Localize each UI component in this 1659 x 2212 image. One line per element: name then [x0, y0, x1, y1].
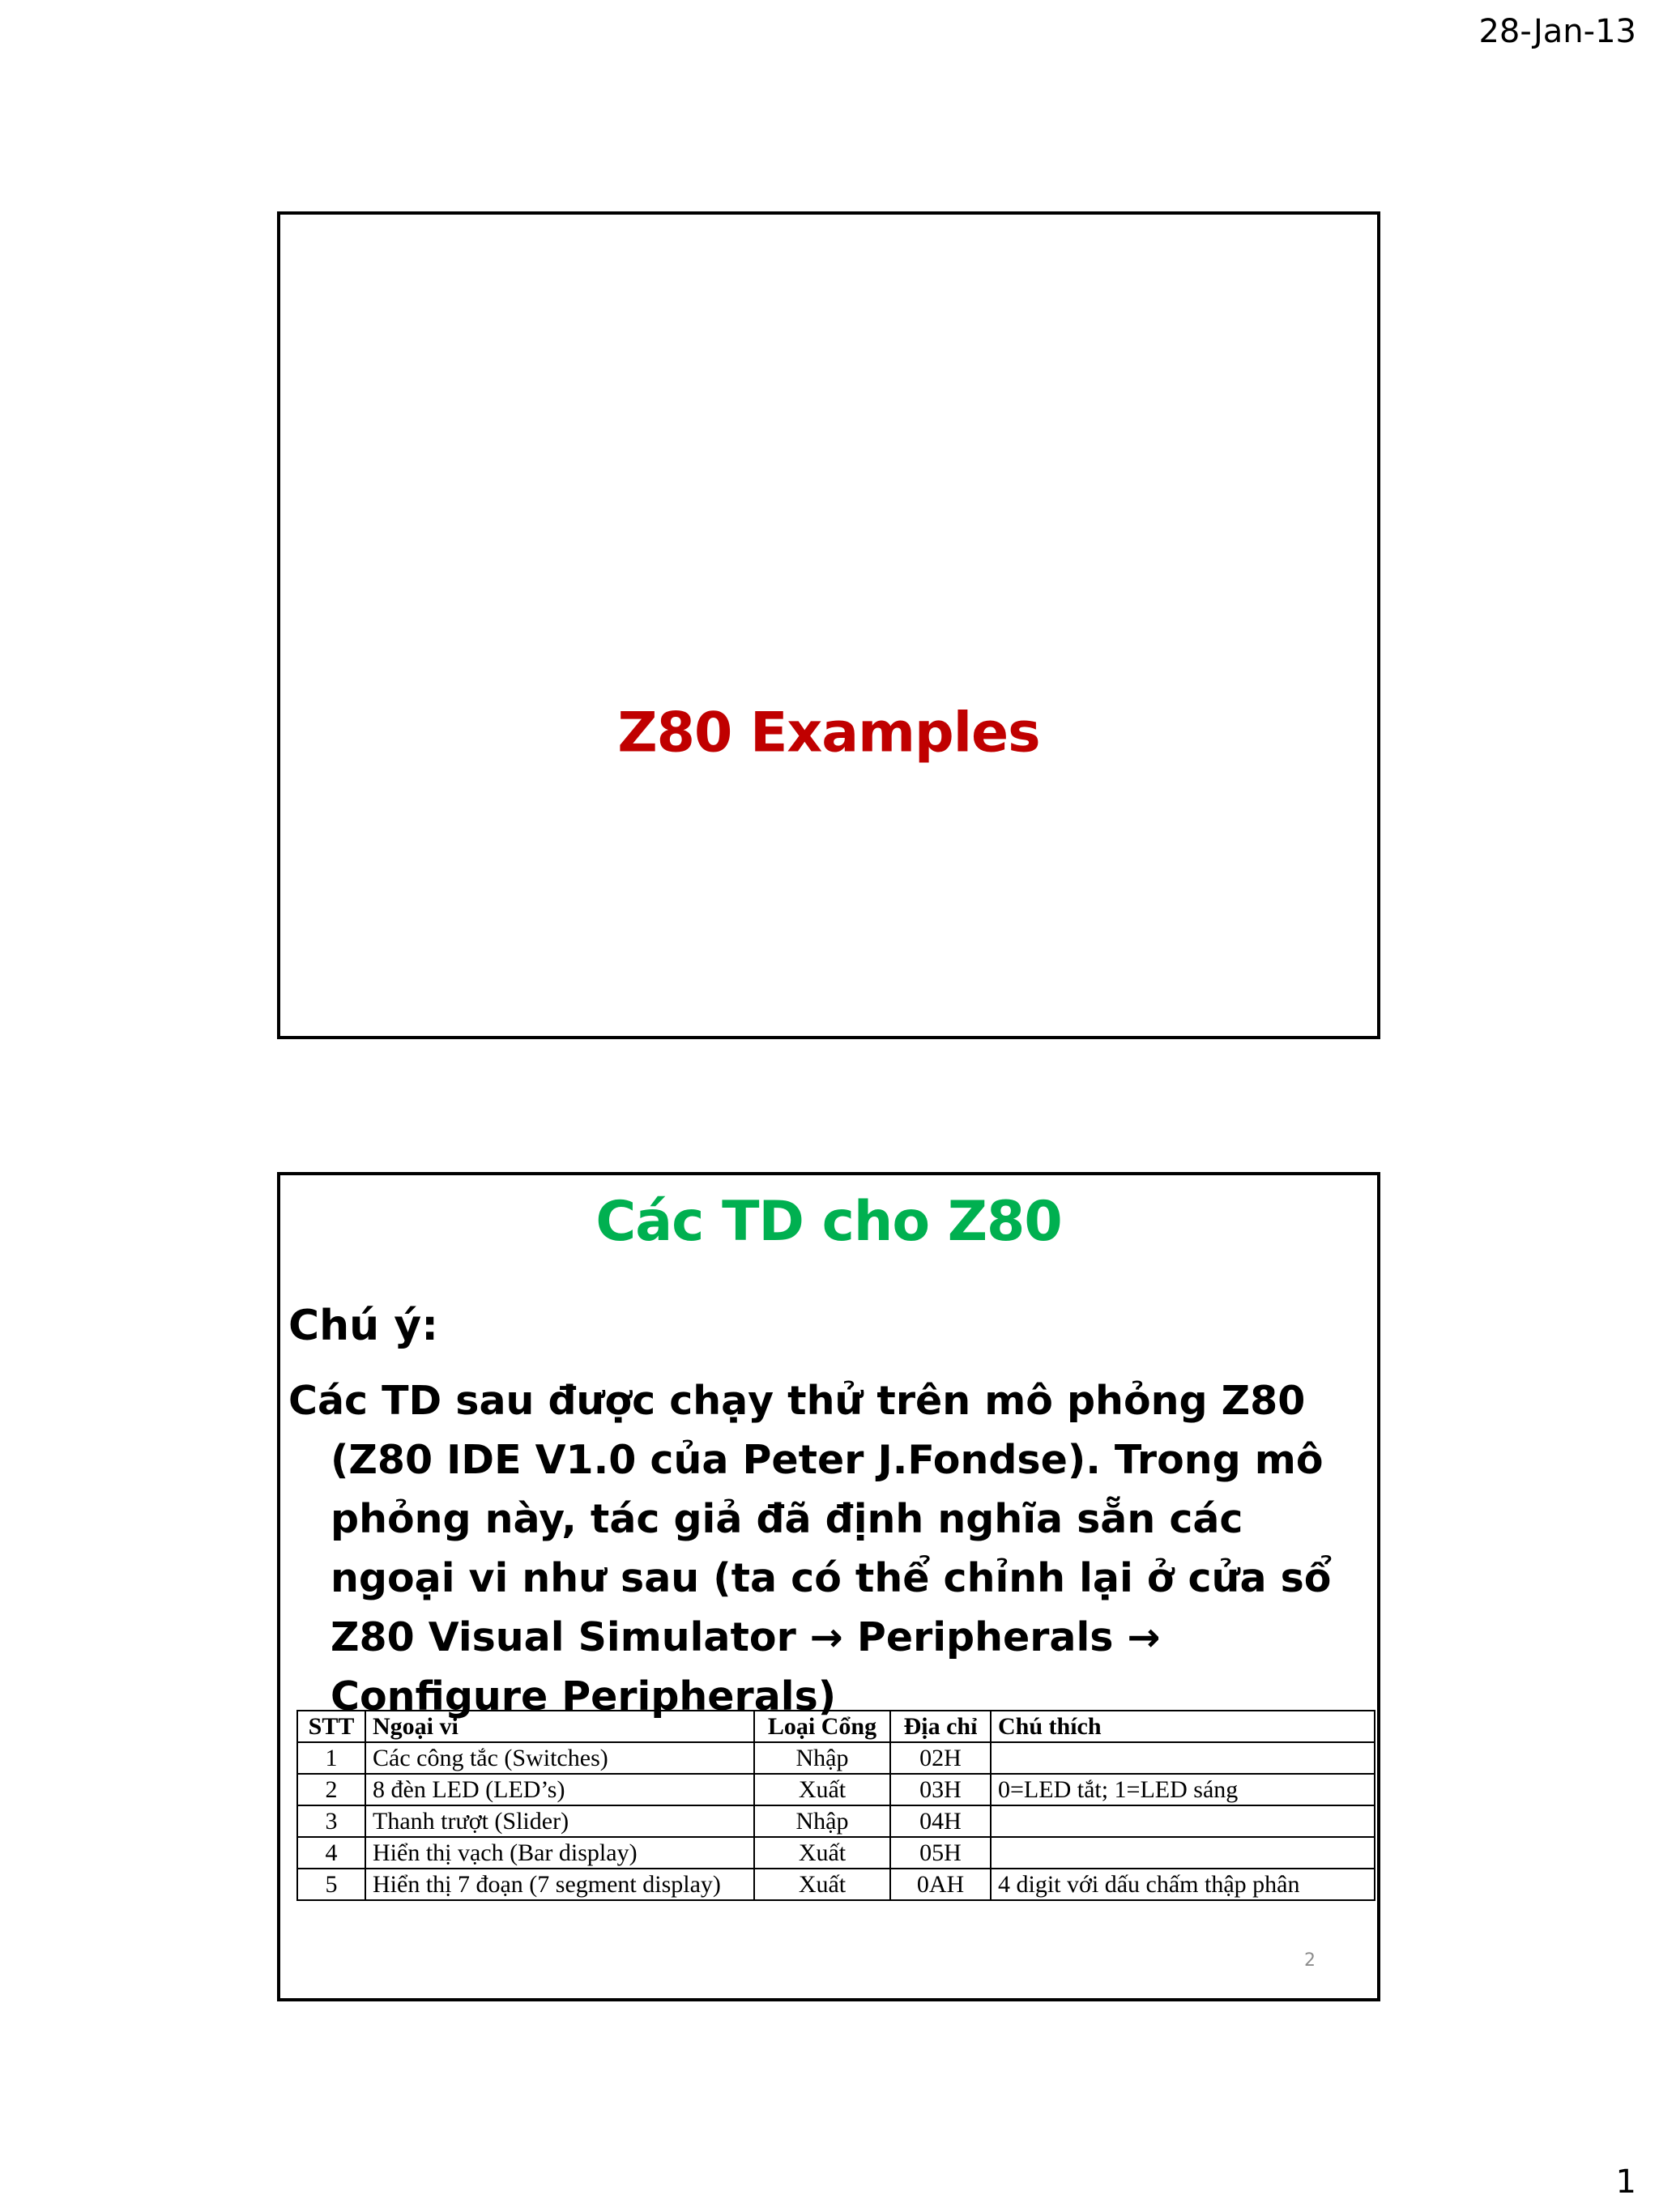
table-row [297, 1742, 1375, 1774]
note-text: Các TD sau được chạy thử trên mô phỏng Z80 (Z80 IDE V1.0 của Peter J.Fondse). Trong mô phỏng này, tác giả đã định nghĩa sẵn các ngoại vi như sau (ta có thể chỉnh lại ở cửa sổ Z80 Visual Simulator → Peripherals → Configure Peripherals) [288, 1378, 1332, 1720]
cell-stt: 2 [297, 1774, 365, 1805]
cell-notes: 4 digit với dấu chấm thập phân [991, 1869, 1375, 1900]
header-stt: STT [297, 1711, 365, 1742]
cell-notes: 0=LED tắt; 1=LED sáng [991, 1774, 1375, 1805]
cell-address: 0AH [890, 1869, 991, 1900]
cell-stt: 1 [297, 1742, 365, 1774]
slide-2 [277, 1172, 1380, 2001]
header-peripheral: Ngoại vi [365, 1711, 754, 1742]
cell-port-type: Xuất [754, 1837, 890, 1869]
slide-title: Z80 Examples [617, 701, 1040, 765]
table-row [297, 1869, 1375, 1900]
cell-port-type: Xuất [754, 1774, 890, 1805]
cell-peripheral: Thanh trượt (Slider) [365, 1805, 754, 1837]
table-row [297, 1774, 1375, 1805]
cell-peripheral: Các công tắc (Switches) [365, 1742, 754, 1774]
cell-address: 04H [890, 1805, 991, 1837]
table-row [297, 1837, 1375, 1869]
cell-notes [991, 1837, 1375, 1869]
table-header-row [297, 1711, 1375, 1742]
cell-stt: 3 [297, 1805, 365, 1837]
header-notes: Chú thích [991, 1711, 1375, 1742]
cell-stt: 5 [297, 1869, 365, 1900]
cell-port-type: Nhập [754, 1742, 890, 1774]
slide-1 [277, 211, 1380, 1039]
cell-address: 03H [890, 1774, 991, 1805]
cell-notes [991, 1805, 1375, 1837]
cell-stt: 4 [297, 1837, 365, 1869]
header-date: 28-Jan-13 [1478, 13, 1636, 50]
cell-notes [991, 1742, 1375, 1774]
cell-address: 05H [890, 1837, 991, 1869]
table-row [297, 1805, 1375, 1837]
cell-peripheral: Hiển thị 7 đoạn (7 segment display) [365, 1869, 754, 1900]
cell-port-type: Xuất [754, 1869, 890, 1900]
page-number: 1 [1615, 2163, 1636, 2201]
cell-port-type: Nhập [754, 1805, 890, 1837]
slide-number: 2 [1304, 1950, 1316, 1971]
peripherals-table [296, 1710, 1375, 1901]
header-port-type: Loại Cổng [754, 1711, 890, 1742]
slide-title: Các TD cho Z80 [595, 1190, 1062, 1254]
header-address: Địa chỉ [890, 1711, 991, 1742]
cell-peripheral: 8 đèn LED (LED’s) [365, 1774, 754, 1805]
cell-peripheral: Hiển thị vạch (Bar display) [365, 1837, 754, 1869]
cell-address: 02H [890, 1742, 991, 1774]
note-label: Chú ý: [288, 1302, 438, 1350]
